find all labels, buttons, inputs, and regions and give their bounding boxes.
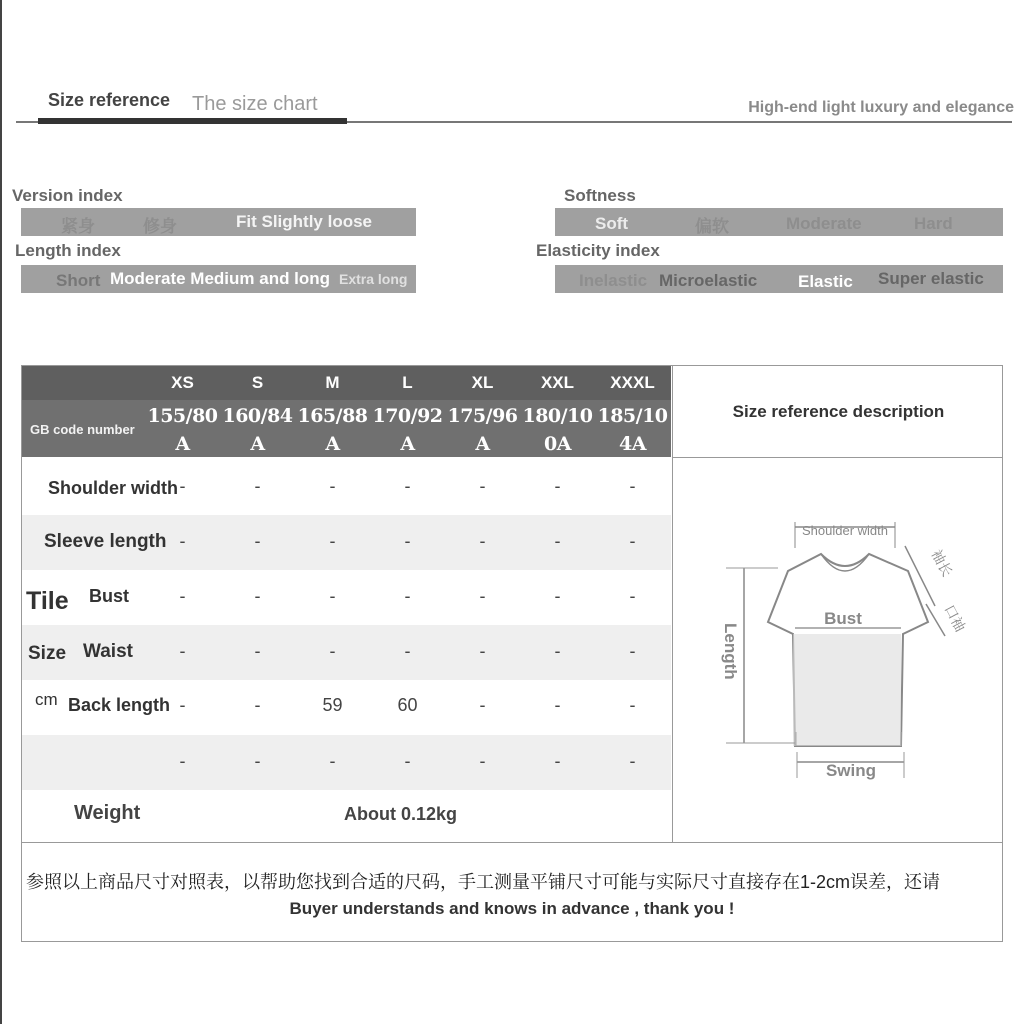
gb-code-xs: 155/80 A (147, 405, 218, 455)
cell: - (629, 695, 636, 715)
cell: - (404, 476, 411, 496)
cell: - (254, 586, 261, 606)
row-label-sleeve: Sleeve length (44, 531, 167, 552)
gb-code-l: 170/92 A (372, 405, 443, 455)
length-option-extra-long: Extra long (339, 271, 408, 287)
cell: - (554, 476, 561, 496)
gb-code-s: 160/84 A (222, 405, 293, 455)
notice-english: Buyer understands and knows in advance , thank you ! (289, 899, 735, 918)
row-label-back-length: Back length (68, 695, 171, 715)
cell: - (479, 531, 486, 551)
diagram-shoulder-label: Shoulder width (802, 523, 888, 538)
weight-label: Weight (74, 802, 141, 824)
size-xxxl: XXXL (610, 373, 655, 392)
cell: - (329, 476, 336, 496)
cell: - (179, 641, 186, 661)
cell: - (404, 641, 411, 661)
cell: - (329, 586, 336, 606)
notice-chinese: 参照以上商品尺寸对照表，以帮助您找到合适的尺码，手工测量平铺尺寸可能与实际尺寸直接存在1-2cm误差，还请 (26, 872, 941, 892)
softness-option-moderate: Moderate (786, 214, 862, 233)
cell: - (254, 531, 261, 551)
row-label-waist: Waist (83, 641, 133, 662)
softness-bar (555, 208, 1003, 236)
section-title: Size reference (48, 90, 171, 110)
gb-code-label: GB code number (30, 422, 135, 437)
cell: - (629, 476, 636, 496)
cell: - (254, 751, 261, 771)
gb-code-m: 165/88 A (297, 405, 368, 455)
cell: - (329, 641, 336, 661)
cell: - (479, 586, 486, 606)
size-table (21, 365, 1003, 942)
elasticity-bar (555, 265, 1003, 293)
elasticity-option-inelastic: Inelastic (579, 271, 648, 290)
cell: - (479, 751, 486, 771)
diagram-sleeve-label: 袖长 (928, 546, 956, 580)
cell: - (254, 695, 261, 715)
cell: - (179, 586, 186, 606)
row-label-shoulder: Shoulder width (48, 478, 178, 498)
softness-option-slightly-soft: 偏软 (695, 217, 729, 236)
cell: - (554, 531, 561, 551)
version-index-label: Version index (12, 186, 123, 205)
version-option-fit-loose: Fit Slightly loose (236, 212, 373, 231)
table-header (22, 366, 671, 457)
cell: - (329, 531, 336, 551)
elasticity-option-microelastic: Microelastic (659, 271, 758, 290)
size-diagram-panel (672, 457, 1003, 842)
cell: - (554, 695, 561, 715)
cell: - (629, 641, 636, 661)
diagram-cuff-label: 口袖 (941, 601, 969, 635)
elasticity-option-elastic: Elastic (798, 272, 853, 291)
size-l: L (402, 373, 413, 392)
cell: - (404, 531, 411, 551)
gb-code-xxxl: 185/10 4A (597, 405, 668, 455)
side-label-unit: cm (35, 690, 58, 709)
table-row (22, 680, 671, 735)
cell: - (554, 751, 561, 771)
cell: - (329, 751, 336, 771)
tshirt-diagram-icon (673, 458, 1004, 843)
notes-divider (22, 842, 1002, 843)
version-index-bar (21, 208, 416, 236)
cell: - (554, 586, 561, 606)
gb-code-xxl: 180/10 0A (522, 405, 593, 455)
length-index-bar (21, 265, 416, 293)
elasticity-index-label: Elasticity index (536, 241, 660, 260)
cell: - (629, 586, 636, 606)
cell: - (629, 531, 636, 551)
cell: - (404, 586, 411, 606)
softness-label: Softness (564, 186, 636, 205)
length-option-short: Short (56, 271, 101, 290)
softness-option-soft: Soft (595, 214, 629, 233)
tagline: High-end light luxury and elegance (748, 99, 1014, 116)
size-s: S (251, 373, 264, 392)
table-row (22, 570, 671, 625)
diagram-bust-label: Bust (824, 609, 862, 628)
section-subtitle: The size chart (192, 93, 318, 115)
length-index-label: Length index (15, 241, 121, 260)
weight-value: About 0.12kg (344, 804, 458, 824)
softness-option-hard: Hard (914, 214, 953, 233)
cell: - (179, 751, 186, 771)
table-row (22, 515, 671, 570)
cell: - (179, 531, 186, 551)
size-description-title: Size reference description (672, 366, 1004, 457)
left-border (0, 0, 2, 1024)
side-label-size: Size (28, 643, 67, 664)
cell: - (254, 476, 261, 496)
table-row (22, 625, 671, 680)
cell: - (479, 695, 486, 715)
size-xl: XL (471, 373, 494, 392)
cell: - (404, 751, 411, 771)
diagram-length-label: Length (721, 623, 740, 680)
size-header-row (22, 366, 671, 400)
row-label-bust: Bust (89, 586, 129, 606)
cell: - (629, 751, 636, 771)
size-xs: XS (171, 373, 194, 392)
diagram-swing-label: Swing (825, 761, 877, 780)
size-xxl: XXL (540, 373, 575, 392)
cell: - (479, 641, 486, 661)
header-accent-bar (38, 118, 347, 124)
size-m: M (325, 373, 340, 392)
cell: - (179, 695, 186, 715)
length-option-medium-long: Moderate Medium and long (110, 269, 331, 288)
cell: 59 (322, 695, 343, 715)
table-row (22, 735, 671, 790)
version-option-tight: 紧身 (61, 217, 95, 236)
cell: - (479, 476, 486, 496)
cell: - (179, 476, 186, 496)
elasticity-option-super-elastic: Super elastic (878, 269, 984, 288)
side-label-tile: Tile (26, 587, 69, 615)
gb-code-xl: 175/96 A (447, 405, 518, 455)
cell: - (554, 641, 561, 661)
version-option-slim: 修身 (143, 217, 177, 236)
cell: 60 (397, 695, 418, 715)
table-row (22, 460, 671, 515)
cell: - (254, 641, 261, 661)
